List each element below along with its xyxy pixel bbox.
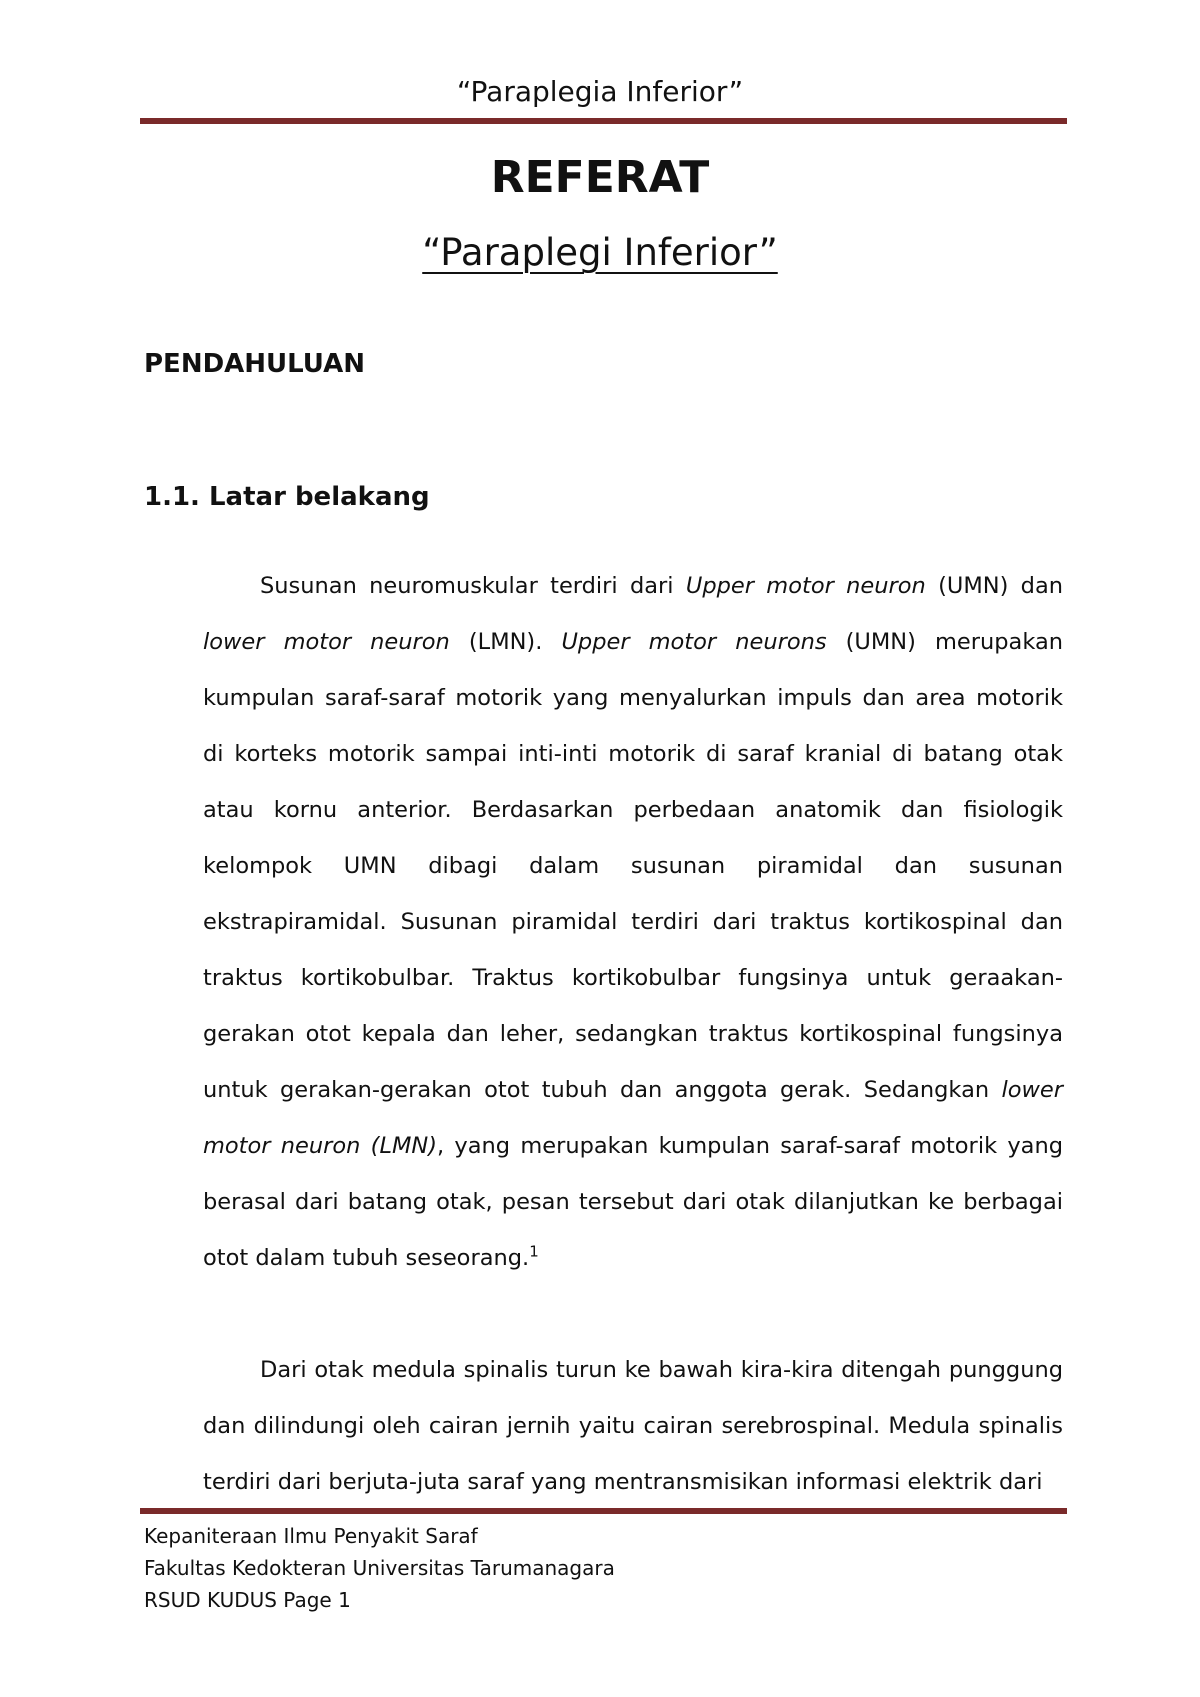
document-title: REFERAT bbox=[490, 152, 710, 203]
footnote-reference[interactable]: 1 bbox=[529, 1242, 539, 1261]
paragraph-1-italic-d: lower motor neuron (LMN) bbox=[203, 1077, 1063, 1159]
document-subtitle-text: “Paraplegi Inferior” bbox=[422, 231, 778, 274]
paragraph-1-text-b: (UMN) dan bbox=[925, 573, 1063, 599]
footer-line-faculty: Fakultas Kedokteran Universitas Tarumanagara bbox=[144, 1556, 615, 1580]
paragraph-1-italic-c: Upper motor neurons bbox=[561, 629, 827, 655]
paragraph-1-text-a: Susunan neuromuskular terdiri dari bbox=[260, 573, 686, 599]
paragraph-2: Dari otak medula spinalis turun ke bawah kira-kira ditengah punggung dan dilindungi oleh cairan jernih yaitu cairan serebrospinal. Medula spinalis terdiri dari berjuta-juta saraf yang mentransmisikan informasi elektrik dari bbox=[203, 1357, 1063, 1495]
document-subtitle bbox=[0, 227, 1200, 279]
page-footer bbox=[144, 1520, 615, 1616]
paragraph-1-italic-b: lower motor neuron bbox=[203, 629, 450, 655]
subsection-heading: 1.1. Latar belakang bbox=[144, 482, 430, 512]
paragraph-1-italic-a: Upper motor neuron bbox=[685, 573, 926, 599]
footer-line-page: RSUD KUDUS Page 1 bbox=[144, 1588, 351, 1612]
paragraph-1 bbox=[203, 558, 1063, 1286]
footer-line-department: Kepaniteraan Ilmu Penyakit Saraf bbox=[144, 1524, 478, 1548]
section-heading: PENDAHULUAN bbox=[144, 349, 365, 379]
footer-rule bbox=[140, 1508, 1067, 1514]
paragraph-1-text-e: , yang merupakan kumpulan saraf-saraf motorik yang berasal dari batang otak, pesan tersebut dari otak dilanjutkan ke berbagai otot dalam tubuh seseorang. bbox=[203, 1133, 1063, 1271]
running-header: “Paraplegia Inferior” bbox=[456, 75, 744, 108]
paragraph-1-text-c: (LMN). bbox=[449, 629, 562, 655]
paragraph-1-text-d: (UMN) merupakan kumpulan saraf-saraf motorik yang menyalurkan impuls dan area motorik di korteks motorik sampai inti-inti motorik di saraf kranial di batang otak atau kornu anterior. Berdasarkan perbedaan anatomik dan fisiologik kelompok UMN dibagi dalam susunan piramidal dan susunan ekstrapiramidal. Susunan piramidal terdiri dari traktus kortikospinal dan traktus kortikobulbar. Traktus kortikobulbar fungsinya untuk geraakan-gerakan otot kepala dan leher, sedangkan traktus kortikospinal fungsinya untuk gerakan-gerakan otot tubuh dan anggota gerak. Sedangkan bbox=[203, 629, 1063, 1103]
header-rule bbox=[140, 118, 1067, 124]
